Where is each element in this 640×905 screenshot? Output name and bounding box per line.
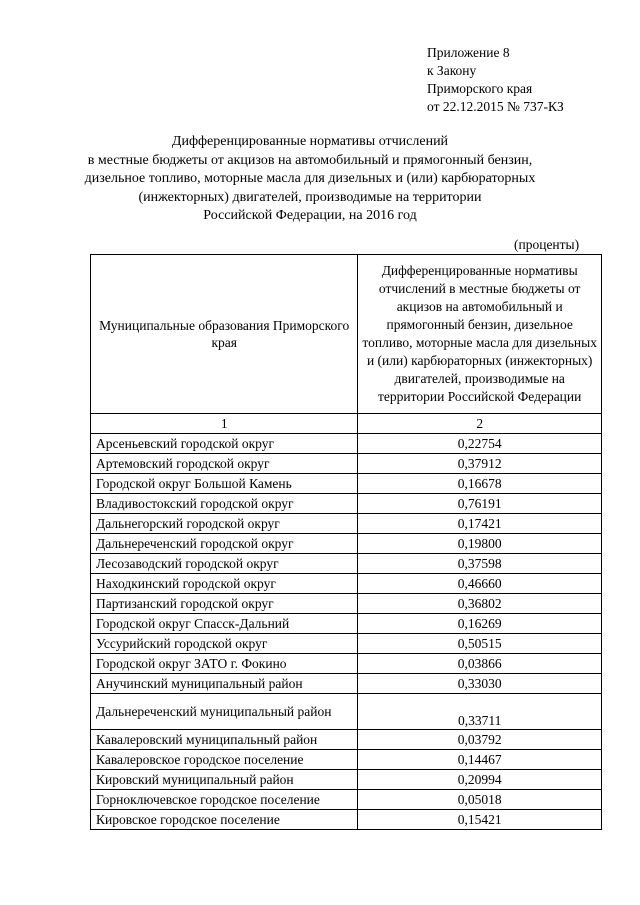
norm-value: 0,37912 <box>358 454 602 474</box>
table-row <box>91 694 602 730</box>
column-number-row <box>91 414 602 434</box>
norm-value: 0,76191 <box>358 494 602 514</box>
column-number-1: 1 <box>91 414 358 434</box>
unit-label: (проценты) <box>514 237 580 252</box>
appendix-line: Приложение 8 <box>427 45 510 60</box>
norm-value: 0,50515 <box>358 634 602 654</box>
municipality-name: Уссурийский городской округ <box>91 634 358 654</box>
appendix-line: Приморского края <box>427 81 533 96</box>
norm-value: 0,16269 <box>358 614 602 634</box>
municipality-name: Городской округ ЗАТО г. Фокино <box>91 654 358 674</box>
table-row <box>91 454 602 474</box>
municipality-name: Кировское городское поселение <box>91 810 358 830</box>
norm-value: 0,36802 <box>358 594 602 614</box>
table-row <box>91 770 602 790</box>
table-row <box>91 594 602 614</box>
norm-value: 0,20994 <box>358 770 602 790</box>
table-row <box>91 634 602 654</box>
table-row <box>91 574 602 594</box>
table-row <box>91 654 602 674</box>
document-title <box>80 133 540 226</box>
table-row <box>91 674 602 694</box>
appendix-line: от 22.12.2015 № 737-КЗ <box>427 99 564 114</box>
norm-value: 0,33711 <box>358 694 602 730</box>
norm-value: 0,17421 <box>358 514 602 534</box>
municipality-name: Анучинский муниципальный район <box>91 674 358 694</box>
table-row <box>91 434 602 454</box>
table-row <box>91 614 602 634</box>
column-number-2: 2 <box>358 414 602 434</box>
table-row <box>91 554 602 574</box>
title-line: Российской Федерации, на 2016 год <box>203 208 417 223</box>
appendix-block <box>427 44 564 116</box>
municipality-name: Городской округ Спасск-Дальний <box>91 614 358 634</box>
municipality-name: Дальнереченский городской округ <box>91 534 358 554</box>
municipality-name: Городской округ Большой Камень <box>91 474 358 494</box>
table-row <box>91 514 602 534</box>
table-row <box>91 790 602 810</box>
norm-value: 0,37598 <box>358 554 602 574</box>
municipality-name: Дальнегорский городской округ <box>91 514 358 534</box>
norm-value: 0,16678 <box>358 474 602 494</box>
norm-value: 0,03866 <box>358 654 602 674</box>
title-line: дизельное топливо, моторные масла для дизельных и (или) карбюраторных <box>84 171 536 186</box>
norm-value: 0,19800 <box>358 534 602 554</box>
norm-value: 0,05018 <box>358 790 602 810</box>
table-row <box>91 730 602 750</box>
municipality-name: Горноключевское городское поселение <box>91 790 358 810</box>
title-line: Дифференцированные нормативы отчислений <box>171 134 449 149</box>
municipality-name: Дальнереченский муниципальный район <box>91 694 358 730</box>
municipality-name: Арсеньевский городской округ <box>91 434 358 454</box>
norm-value: 0,15421 <box>358 810 602 830</box>
municipality-name: Лесозаводский городской округ <box>91 554 358 574</box>
municipality-name: Кавалеровское городское поселение <box>91 750 358 770</box>
header-municipalities: Муниципальные образования Приморского края <box>91 255 358 414</box>
norm-value: 0,46660 <box>358 574 602 594</box>
municipality-name: Кировский муниципальный район <box>91 770 358 790</box>
norms-table <box>90 254 602 830</box>
appendix-line: к Закону <box>427 63 477 78</box>
norm-value: 0,14467 <box>358 750 602 770</box>
table-row <box>91 494 602 514</box>
norm-value: 0,22754 <box>358 434 602 454</box>
table-row <box>91 474 602 494</box>
municipality-name: Находкинский городской округ <box>91 574 358 594</box>
header-norms: Дифференцированные нормативы отчислений в местные бюджеты от акцизов на автомобильный и прямогонный бензин, дизельное топливо, моторные масла для дизельных и (или) карбюраторных (инжекторных) двигателей, производимые на территории Российской Федерации <box>358 255 602 414</box>
table-row <box>91 534 602 554</box>
table-header-row <box>91 255 602 414</box>
municipality-name: Артемовский городской округ <box>91 454 358 474</box>
table-row <box>91 750 602 770</box>
municipality-name: Кавалеровский муниципальный район <box>91 730 358 750</box>
norm-value: 0,03792 <box>358 730 602 750</box>
title-line: (инжекторных) двигателей, производимые на территории <box>138 189 482 205</box>
municipality-name: Владивостокский городской округ <box>91 494 358 514</box>
title-line: в местные бюджеты от акцизов на автомобильный и прямогонный бензин, <box>87 152 533 168</box>
municipality-name: Партизанский городской округ <box>91 594 358 614</box>
norm-value: 0,33030 <box>358 674 602 694</box>
table-row <box>91 810 602 830</box>
